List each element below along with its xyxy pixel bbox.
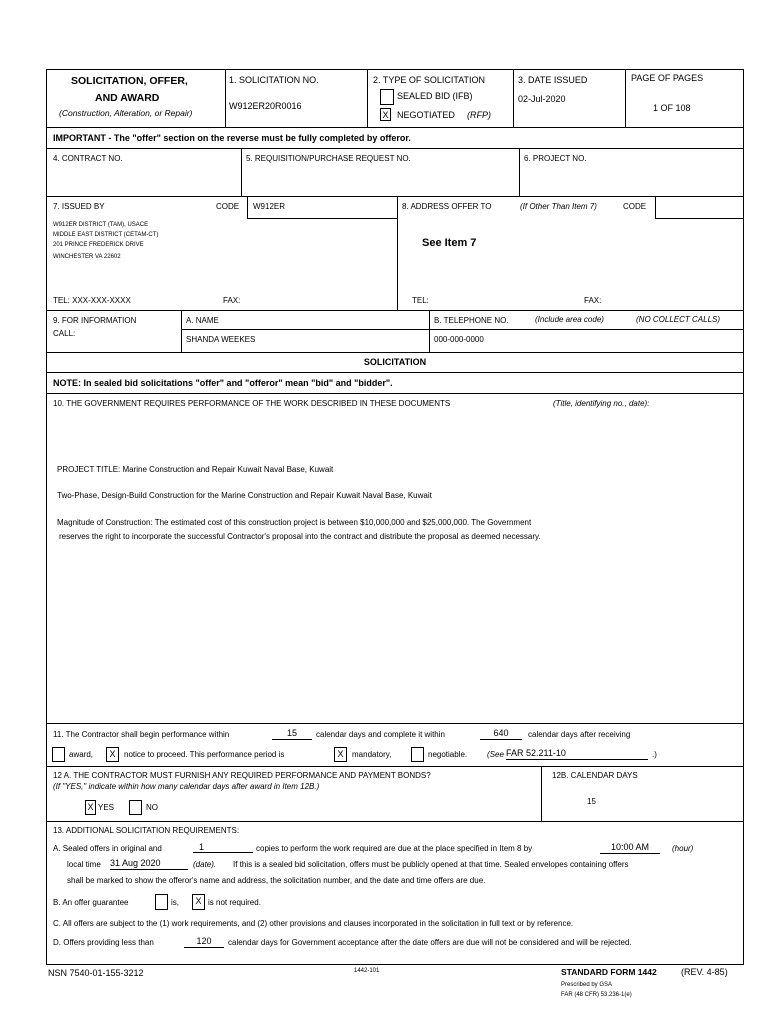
item10-project-title: PROJECT TITLE: Marine Construction and Repair Kuwait Naval Base, Kuwait: [57, 465, 334, 474]
item11-text-b: calendar days and complete it within: [316, 730, 445, 739]
form-title-line1: SOLICITATION, OFFER,: [71, 75, 188, 87]
item12a-yes-checkbox[interactable]: X: [85, 800, 96, 815]
item13d-days-field[interactable]: 120: [184, 936, 224, 948]
date-issued-label: 3. DATE ISSUED: [518, 75, 588, 85]
sealed-bid-label: SEALED BID (IFB): [397, 91, 473, 101]
item13a-copies-field[interactable]: 1: [193, 842, 253, 853]
issued-by-address-line1: W912ER DISTRICT (TAM), USACE: [53, 222, 149, 228]
address-offer-to-label: 8. ADDRESS OFFER TO: [402, 202, 492, 211]
address-offer-fax: FAX:: [584, 296, 602, 305]
item10-two-phase: Two-Phase, Design-Build Construction for the Marine Construction and Repair Kuwait Naval Base, Kuwait: [57, 491, 432, 500]
item13b-is-checkbox[interactable]: [155, 894, 168, 910]
item12a-yes-label: YES: [98, 803, 115, 812]
issued-by-address-line4: WINCHESTER VA 22602: [53, 254, 121, 260]
date-issued-field[interactable]: 02-Jul-2020: [518, 94, 566, 104]
solicitation-type-label: 2. TYPE OF SOLICITATION: [373, 75, 486, 85]
negotiated-label: NEGOTIATED: [397, 110, 455, 120]
issued-by-code-field[interactable]: W912ER: [253, 202, 286, 211]
solicitation-form: [46, 69, 744, 965]
footer-rev: (REV. 4-85): [681, 967, 728, 977]
issued-by-tel: TEL: XXX-XXX-XXXX: [53, 296, 131, 305]
item13d-text2: calendar days for Government acceptance after the date offers are due will not be considered and will be rejected.: [228, 938, 632, 947]
solicitation-no-field[interactable]: W912ER20R0016: [229, 101, 302, 111]
item13a-date-label: (date).: [193, 860, 217, 869]
footer-nsn: NSN 7540-01-155-3212: [48, 968, 144, 978]
item13a-local-time: local time: [67, 860, 101, 869]
item11-notice-label: notice to proceed. This performance period is: [124, 750, 285, 759]
page-of-pages-label: PAGE OF PAGES: [631, 73, 704, 83]
info-call-label-1: 9. FOR INFORMATION: [53, 316, 137, 325]
footer-form-code: 1442-101: [354, 968, 380, 974]
issued-by-label: 7. ISSUED BY: [53, 202, 105, 211]
item11-text-c: calendar days after receiving: [528, 730, 631, 739]
footer-far: FAR (48 CFR) 53.236-1(e): [561, 992, 632, 998]
item13c-text: C. All offers are subject to the (1) work requirements, and (2) other provisions and clauses incorporated in the solicitation in full text or by reference.: [53, 919, 574, 928]
item12a-label: 12 A. THE CONTRACTOR MUST FURNISH ANY REQUIRED PERFORMANCE AND PAYMENT BONDS?: [53, 771, 431, 780]
requisition-no-label: 5. REQUISITION/PURCHASE REQUEST NO.: [246, 154, 411, 163]
issued-by-fax: FAX:: [223, 296, 241, 305]
item11-negotiable-label: negotiable.: [428, 750, 468, 759]
item13a-text3: If this is a sealed bid solicitation, offers must be publicly opened at that time. Sealed envelopes containing offers: [233, 860, 629, 869]
info-phone-field[interactable]: 000-000-0000: [434, 335, 484, 344]
item11-text-a: 11. The Contractor shall begin performance within: [53, 730, 230, 739]
item13b-not-checkbox[interactable]: X: [192, 894, 205, 910]
item13d-text1: D. Offers providing less than: [53, 938, 154, 947]
item12a-no-checkbox[interactable]: [129, 800, 142, 815]
form-title-line3: (Construction, Alteration, or Repair): [59, 108, 193, 118]
item11-mandatory-checkbox[interactable]: X: [334, 747, 347, 762]
item12a-note: (If "YES," indicate within how many calendar days after award in Item 12B.): [53, 782, 320, 791]
item11-days-begin[interactable]: 15: [272, 728, 312, 740]
item13a-date-field[interactable]: 31 Aug 2020: [110, 858, 188, 870]
item13b-text: B. An offer guarantee: [53, 898, 129, 907]
negotiated-rfp: (RFP): [467, 110, 491, 120]
item13a-hour-field[interactable]: 10:00 AM: [600, 842, 660, 854]
footer-standard-form: STANDARD FORM 1442: [561, 967, 657, 977]
contract-no-label: 4. CONTRACT NO.: [53, 154, 123, 163]
item11-see-label: (See: [487, 750, 504, 759]
item11-close: .): [652, 750, 657, 759]
project-no-label: 6. PROJECT NO.: [524, 154, 587, 163]
info-phone-label: B. TELEPHONE NO.: [434, 316, 509, 325]
issued-by-address-line3: 201 PRINCE FREDERICK DRIVE: [53, 242, 144, 248]
item13a-text4: shall be marked to show the offeror's name and address, the solicitation number, and the date and time offers are due.: [67, 876, 486, 885]
item10-magnitude-line2: reserves the right to incorporate the successful Contractor's proposal into the contract and distribute the proposal as deemed necessary.: [59, 532, 541, 541]
item13b-not-label: is not required.: [208, 898, 261, 907]
item11-notice-checkbox[interactable]: X: [106, 747, 119, 762]
item10-note: (Title, identifying no., date):: [553, 399, 650, 408]
item12a-no-label: NO: [146, 803, 158, 812]
info-name-field[interactable]: SHANDA WEEKES: [186, 335, 256, 344]
item10-magnitude-line1: Magnitude of Construction: The estimated cost of this construction project is between $10,000,000 and $25,000,000. The Government: [57, 518, 532, 527]
item11-mandatory-label: mandatory,: [352, 750, 392, 759]
item11-far-reference[interactable]: FAR 52.211-10: [506, 748, 648, 760]
solicitation-no-label: 1. SOLICITATION NO.: [229, 75, 319, 85]
item13a-text1: A. Sealed offers in original and: [53, 844, 162, 853]
sealed-bid-checkbox[interactable]: [380, 89, 394, 105]
negotiated-checkbox[interactable]: X: [380, 108, 391, 121]
item10-label: 10. THE GOVERNMENT REQUIRES PERFORMANCE OF THE WORK DESCRIBED IN THESE DOCUMENTS: [53, 399, 451, 408]
info-name-label: A. NAME: [186, 316, 219, 325]
solicitation-heading: SOLICITATION: [363, 357, 427, 367]
item13a-text2: copies to perform the work required are due at the place specified in Item 8 by: [256, 844, 533, 853]
item13b-is-label: is,: [171, 898, 179, 907]
footer-prescribed: Prescribed by GSA: [561, 982, 613, 988]
address-offer-to-note: (If Other Than Item 7): [520, 202, 597, 211]
sealed-bid-note: NOTE: In sealed bid solicitations "offer" and "offeror" mean "bid" and "bidder".: [53, 378, 393, 388]
item11-days-complete[interactable]: 640: [480, 728, 522, 740]
item11-negotiable-checkbox[interactable]: [411, 747, 424, 762]
item11-award-label: award,: [69, 750, 94, 759]
issued-by-address-line2: MIDDLE EAST DISTRICT (CETAM-CT): [53, 232, 159, 238]
info-phone-no-collect: (NO COLLECT CALLS): [636, 315, 721, 324]
issued-by-code-label: CODE: [216, 202, 240, 211]
form-title-line2: AND AWARD: [95, 92, 160, 104]
info-phone-area-code: (Include area code): [535, 315, 604, 324]
item12b-label: 12B. CALENDAR DAYS: [552, 771, 638, 780]
address-offer-code-label: CODE: [623, 202, 647, 211]
page-of-pages-value: 1 OF 108: [653, 103, 691, 113]
important-note: IMPORTANT - The "offer" section on the reverse must be fully completed by offeror.: [53, 133, 411, 143]
item12b-days-field[interactable]: 15: [587, 797, 596, 806]
info-call-label-2: CALL:: [53, 329, 76, 338]
item11-award-checkbox[interactable]: [52, 747, 65, 762]
see-item-7: See Item 7: [422, 237, 477, 249]
item13-label: 13. ADDITIONAL SOLICITATION REQUIREMENTS:: [53, 826, 240, 835]
item13a-hour-label: (hour): [672, 844, 694, 853]
address-offer-tel: TEL:: [412, 296, 429, 305]
